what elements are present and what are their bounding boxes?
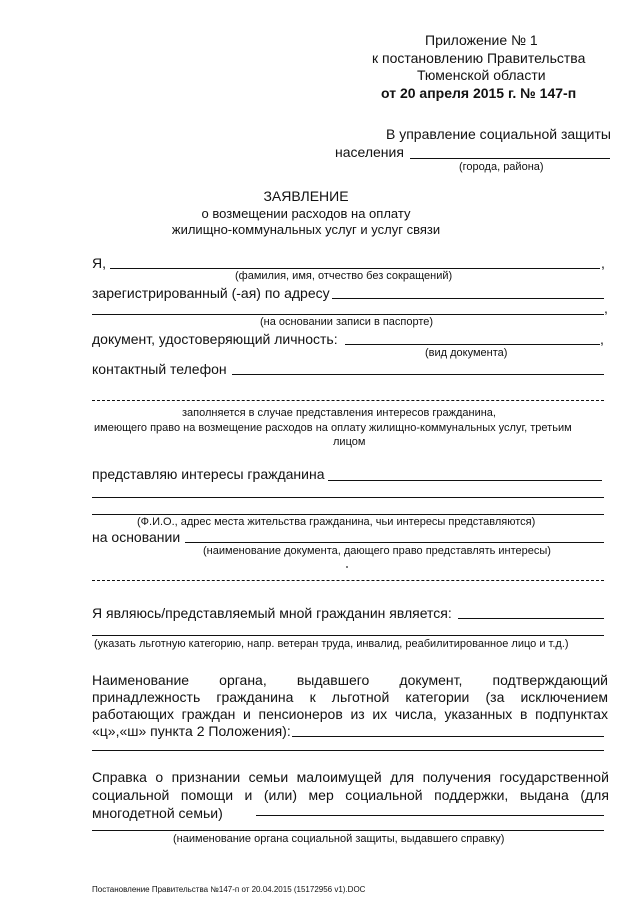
address-field[interactable] — [332, 298, 604, 299]
resolution-label: к постановлению Правительства — [372, 50, 586, 66]
address-comma: , — [604, 300, 608, 316]
certificate-word: и — [244, 787, 253, 803]
fio-comma: , — [601, 255, 605, 271]
organ-word: исключением — [520, 689, 608, 705]
representative-note-2: имеющего право на возмещение расходов на оплату жилищно-коммунальных услуг, третьим — [94, 422, 572, 434]
organ-word: и — [243, 706, 251, 722]
organ-word: числа, — [394, 706, 437, 722]
organ-line-3 — [92, 706, 608, 723]
organ-line-4: «ц»,«ш» пункта 2 Положения): — [92, 723, 291, 739]
address-field-2[interactable] — [92, 314, 604, 315]
phone-label: контактный телефон — [92, 361, 227, 377]
certificate-word: для — [390, 769, 415, 785]
certificate-word: мер — [308, 787, 334, 803]
certificate-word: социальной — [345, 787, 423, 803]
addressee-field[interactable] — [410, 158, 610, 159]
organ-word: указанных — [444, 706, 513, 722]
organ-word: работающих — [92, 706, 174, 722]
certificate-word: выдана — [519, 787, 569, 803]
certificate-field[interactable] — [256, 815, 604, 816]
organ-word: льготной — [331, 689, 390, 705]
registered-label: зарегистрированный (-ая) по адресу — [92, 285, 330, 301]
organ-word: в — [519, 706, 528, 722]
organ-line-1 — [92, 672, 608, 689]
addressee-line1: В управление социальной защиты — [386, 126, 611, 142]
organ-word: выдавшего — [296, 672, 370, 688]
date-number-label: от 20 апреля 2015 г. № 147-п — [381, 85, 577, 101]
organ-word: документ, — [399, 672, 463, 688]
certificate-line-1 — [92, 769, 609, 786]
certificate-word: помощи — [180, 787, 234, 803]
category-field[interactable] — [458, 618, 604, 619]
document-label: документ, удостоверяющий личность: — [92, 331, 338, 347]
organ-word: их — [372, 706, 388, 722]
organ-field-2[interactable] — [92, 750, 604, 751]
document-field[interactable] — [345, 344, 600, 345]
organ-word: органа, — [219, 672, 267, 688]
ya-label: Я, — [92, 255, 106, 271]
represent-field-3[interactable] — [92, 514, 604, 515]
certificate-word: получения — [422, 769, 492, 785]
organ-field[interactable] — [292, 736, 604, 737]
certificate-word: о — [155, 769, 164, 785]
certificate-word: Справка — [92, 769, 147, 785]
certificate-line-3: многодетной семьи) — [92, 805, 223, 821]
addressee-hint: (города, района) — [459, 161, 544, 173]
fio-hint: (фамилия, имя, отчество без сокращений) — [235, 270, 453, 282]
organ-word: Наименование — [92, 672, 190, 688]
organ-word: граждан — [181, 706, 236, 722]
organ-line-2 — [92, 689, 608, 706]
representative-note-3: лицом — [333, 436, 366, 448]
category-hint: (указать льготную категорию, напр. ветеран труда, инвалид, реабилитированное лицо и т.д.) — [94, 638, 569, 650]
represent-field[interactable] — [328, 480, 602, 481]
certificate-word: малоимущей — [296, 769, 382, 785]
organ-word: подтверждающий — [492, 672, 608, 688]
appendix-label: Приложение № 1 — [425, 32, 538, 48]
basis-label: на основании — [92, 529, 181, 545]
certificate-word: признании — [171, 769, 241, 785]
certificate-field-2[interactable] — [92, 830, 604, 831]
fio-field[interactable] — [110, 268, 600, 269]
certificate-word: семьи — [248, 769, 289, 785]
document-title: ЗАЯВЛЕНИЕ — [263, 188, 349, 204]
organ-word: принадлежность — [92, 689, 201, 705]
certificate-word: государственной — [499, 769, 609, 785]
organ-word: подпунктах — [535, 706, 608, 722]
certificate-line-2 — [92, 787, 609, 804]
basis-field[interactable] — [185, 542, 604, 543]
organ-word: (за — [485, 689, 505, 705]
representative-note-1: заполняется в случае представления интересов гражданина, — [182, 407, 496, 419]
phone-field[interactable] — [232, 374, 604, 375]
scan-speck — [346, 566, 348, 568]
footer-filename: Постановление Правительства №147-п от 20.04.2015 (15172956 v1).DOC — [92, 885, 366, 894]
region-label: Тюменской области — [417, 67, 546, 83]
section-divider — [92, 400, 604, 401]
organ-word: пенсионеров — [258, 706, 343, 722]
document-hint: (вид документа) — [425, 347, 508, 359]
certificate-hint: (наименование органа социальной защиты, выдавшего справку) — [173, 833, 505, 845]
organ-word: гражданина — [216, 689, 294, 705]
represent-label: представляю интересы гражданина — [92, 466, 325, 482]
document-comma: , — [600, 331, 604, 347]
document-subtitle-2: жилищно-коммунальных услуг и услуг связи — [171, 222, 441, 237]
basis-hint: (наименование документа, дающего право представлять интересы) — [203, 545, 551, 557]
represent-field-2[interactable] — [92, 497, 604, 498]
certificate-word: социальной — [92, 787, 170, 803]
person-hint: (Ф.И.О., адрес места жительства гражданина, чьи интересы представляются) — [137, 516, 536, 528]
addressee-line2: населения — [335, 144, 404, 160]
section-divider-2 — [92, 580, 604, 581]
category-label: Я являюсь/представляемый мной гражданин является: — [92, 605, 452, 621]
document-subtitle-1: о возмещении расходов на оплату — [201, 206, 411, 221]
organ-word: к — [309, 689, 316, 705]
certificate-word: (для — [580, 787, 609, 803]
certificate-word: (или) — [263, 787, 298, 803]
organ-word: категории — [405, 689, 470, 705]
organ-word: из — [350, 706, 365, 722]
category-field-2[interactable] — [92, 635, 604, 636]
passport-hint: (на основании записи в паспорте) — [260, 316, 434, 328]
certificate-word: поддержки, — [434, 787, 509, 803]
